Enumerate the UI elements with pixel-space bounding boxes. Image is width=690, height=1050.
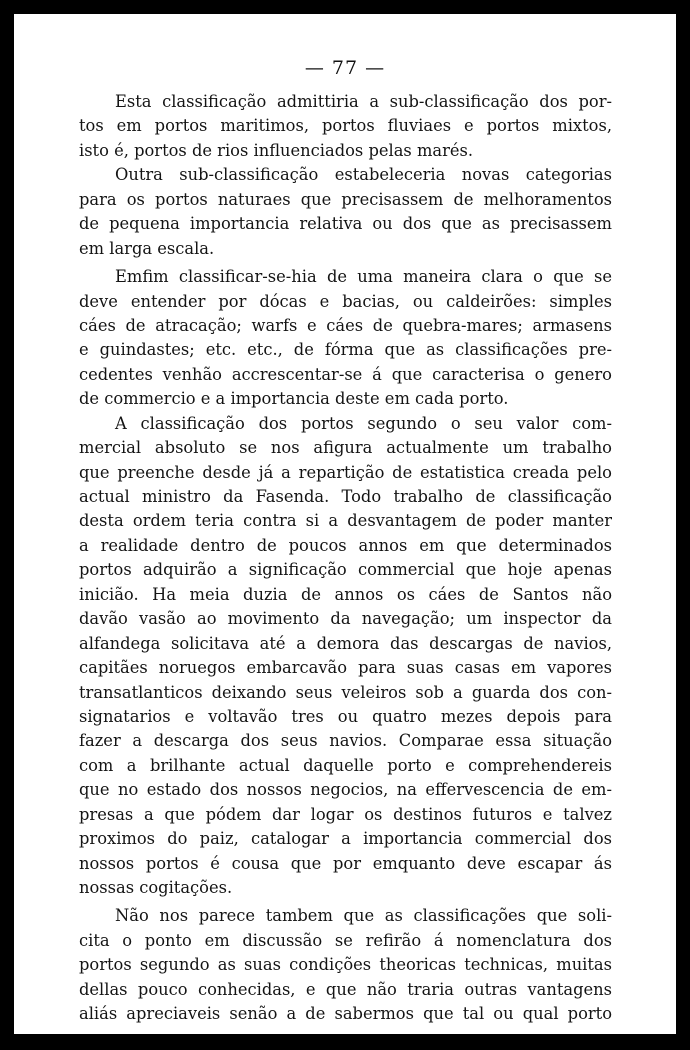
text-line: mercial absoluto se nos afigura actualmente um trabalho: [79, 438, 612, 458]
text-line: isto é, portos de rios influenciados pelas marés.: [79, 140, 474, 160]
text-line: transatlanticos deixando seus veleiros sob a guarda dos con-: [79, 682, 612, 702]
text-line: capitães noruegos embarcavão para suas casas em vapores: [79, 658, 612, 678]
paragraph: [79, 265, 612, 412]
text-line: inicião. Ha meia duzia de annos os cáes de Santos não: [79, 584, 612, 604]
text-line: Esta classificação admittiria a sub-classificação dos por-: [115, 92, 612, 111]
book-page: [14, 14, 676, 1034]
text-line: e guindastes; etc. etc., de fórma que as classificações pre-: [79, 340, 612, 360]
text-line: aliás apreciaveis senão a de sabermos que tal ou qual porto: [79, 1004, 612, 1024]
text-line: com a brilhante actual daquelle porto e comprehendereis: [79, 755, 612, 775]
text-line: que preenche desde já a repartição de estatistica creada pelo: [79, 462, 612, 482]
text-line: Não nos parece tambem que as classificações que soli-: [115, 906, 612, 926]
text-line: davão vasão ao movimento da navegação; um inspector da: [79, 609, 612, 629]
text-line: cedentes venhão accrescentar-se á que caracterisa o genero: [79, 364, 612, 384]
paragraph: [79, 904, 612, 1026]
text-line: tos em portos maritimos, portos fluviaes e portos mixtos,: [79, 116, 612, 136]
text-line: portos segundo as suas condições theoricas technicas, muitas: [79, 955, 612, 975]
text-line: que no estado dos nossos negocios, na effervescencia de em-: [79, 780, 612, 800]
paragraph: [79, 90, 612, 163]
text-line: presas a que pódem dar logar os destinos futuros e talvez: [79, 804, 612, 824]
text-line: cita o ponto em discussão se refirão á nomenclatura dos: [79, 930, 612, 950]
paragraph: [79, 412, 612, 901]
text-line: alfandega solicitava até a demora das descargas de navios,: [79, 633, 612, 653]
text-line: proximos do paiz, catalogar a importancia commercial dos: [79, 829, 612, 849]
paragraph: [79, 163, 612, 261]
body-text: [79, 90, 612, 1027]
text-line: actual ministro da Fasenda. Todo trabalho de classificação: [79, 487, 612, 506]
text-line: de pequena importancia relativa ou dos que as precisassem: [79, 214, 612, 234]
text-line: fazer a descarga dos seus navios. Comparae essa situação: [79, 731, 612, 751]
text-line: A classificação dos portos segundo o seu valor com-: [115, 413, 612, 433]
text-line: para os portos naturaes que precisassem de melhoramentos: [79, 189, 612, 209]
text-line: portos adquirão a significação commercial que hoje apenas: [79, 560, 612, 580]
text-line: dellas pouco conhecidas, e que não traria outras vantagens: [79, 979, 612, 999]
text-line: desta ordem teria contra si a desvantagem de poder manter: [79, 511, 612, 531]
text-line: cáes de atracação; warfs e cáes de quebra-mares; armasens: [79, 315, 612, 335]
text-line: deve entender por dócas e bacias, ou caldeirões: simples: [79, 291, 612, 311]
text-line: nossas cogitações.: [79, 878, 233, 897]
text-line: em larga escala.: [79, 238, 215, 258]
text-line: Emfim classificar-se-hia de uma maneira clara o que se: [115, 267, 612, 287]
page-number: — 77 —: [304, 57, 386, 79]
text-line: de commercio e a importancia deste em cada porto.: [79, 389, 509, 409]
text-line: signatarios e voltavão tres ou quatro mezes depois para: [79, 706, 612, 726]
text-line: a realidade dentro de poucos annos em que determinados: [79, 535, 612, 555]
text-line: Outra sub-classificação estabeleceria novas categorias: [115, 165, 612, 185]
text-line: nossos portos é cousa que por emquanto deve escapar ás: [79, 853, 612, 873]
